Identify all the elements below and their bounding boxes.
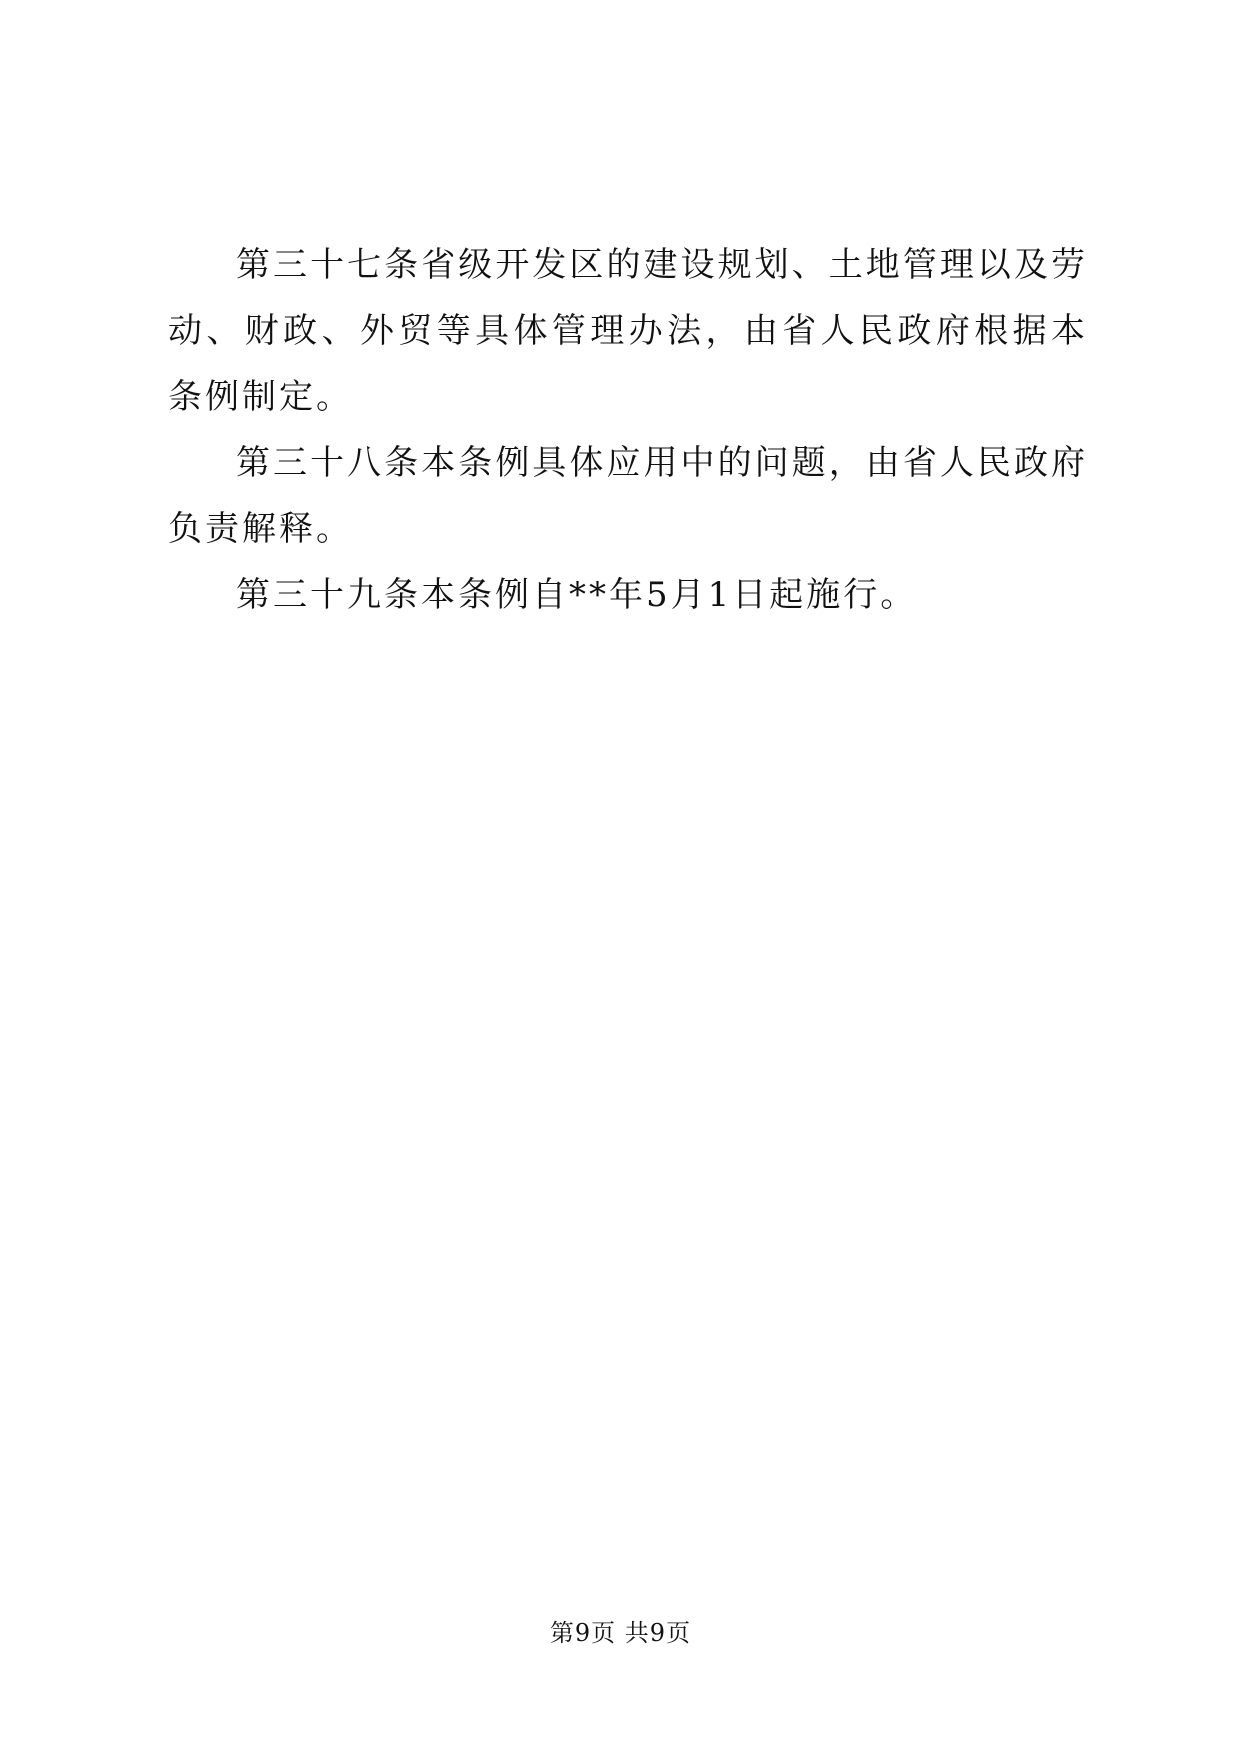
article-38-paragraph: 第三十八条本条例具体应用中的问题，由省人民政府负责解释。 (168, 443, 1088, 549)
page-number-footer: 第9页 共9页 (549, 1619, 692, 1647)
article-39-paragraph: 第三十九条本条例自**年5月1日起施行。 (236, 575, 918, 615)
document-body (168, 232, 1088, 628)
article-37-paragraph: 第三十七条省级开发区的建设规划、土地管理以及劳动、财政、外贸等具体管理办法，由省人民政府根据本条例制定。 (168, 245, 1088, 417)
